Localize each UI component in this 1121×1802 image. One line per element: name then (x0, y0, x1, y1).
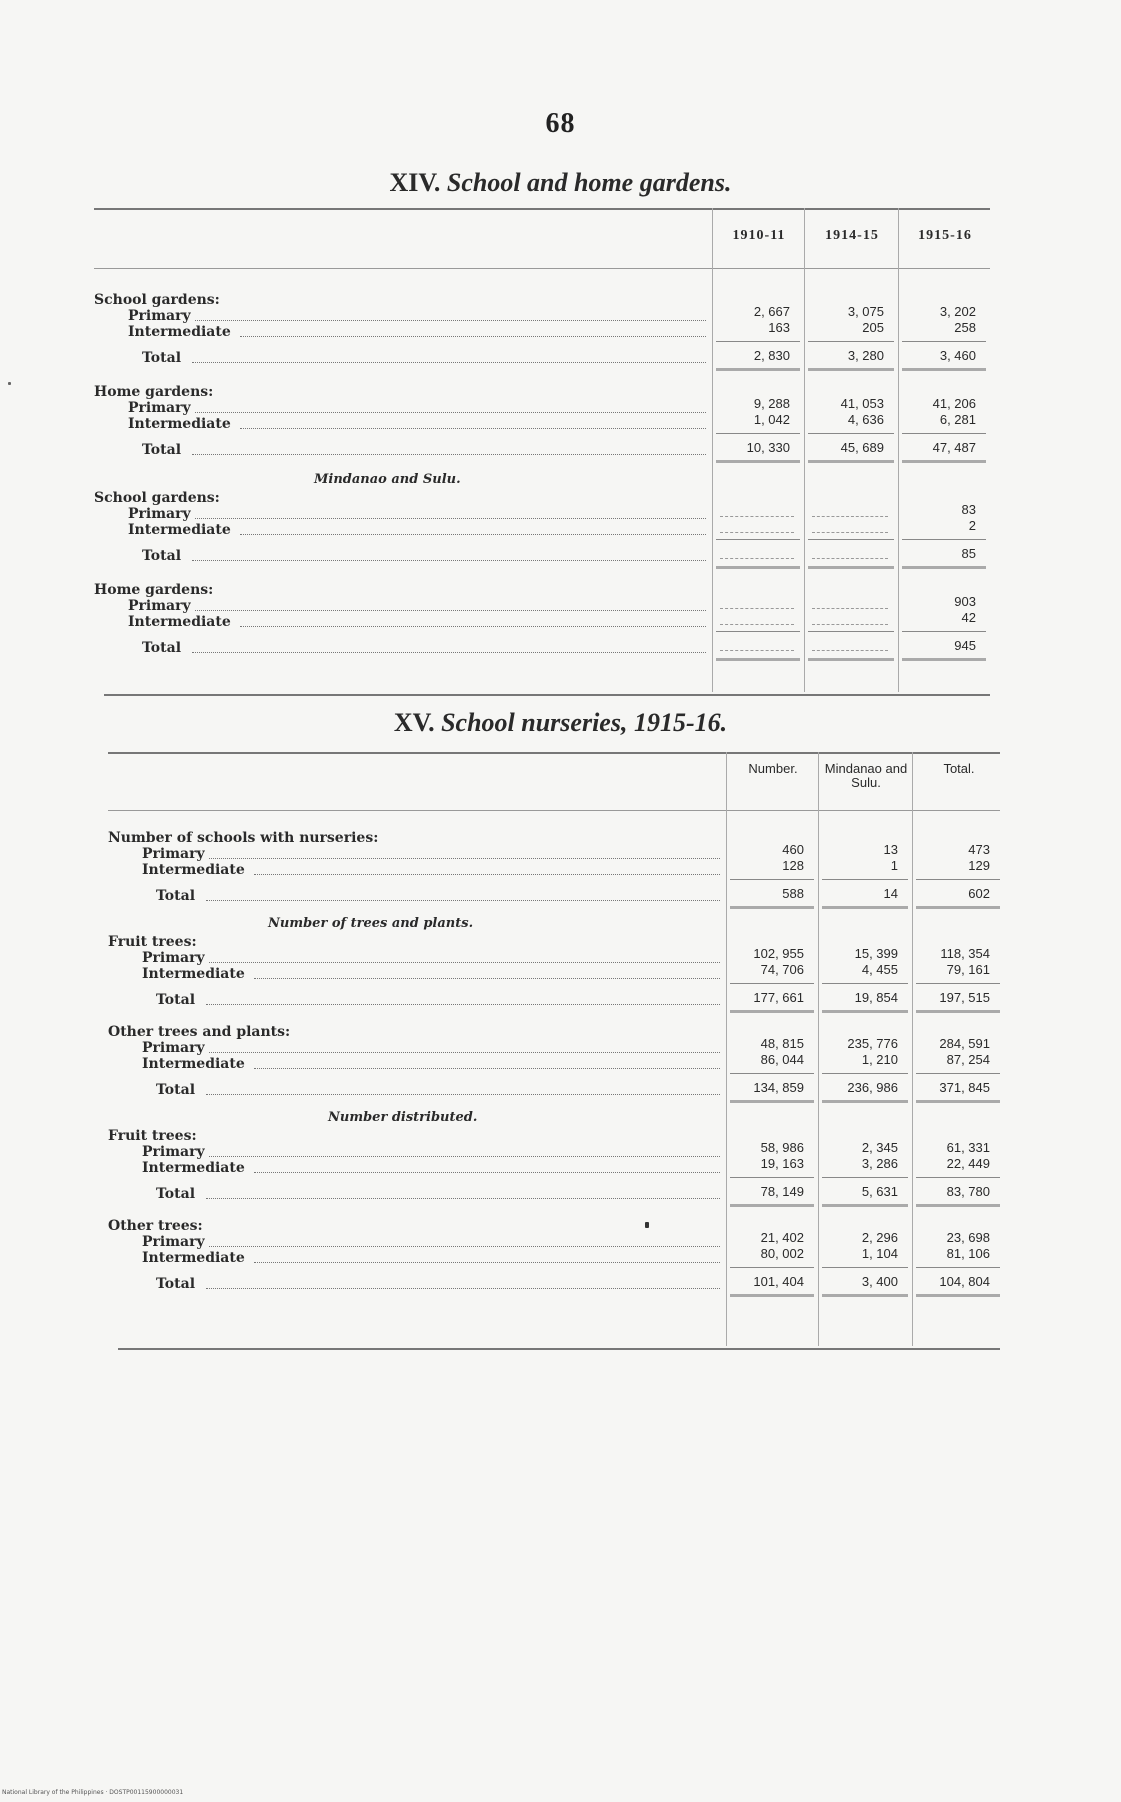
cell-value: 129 (968, 858, 990, 873)
subtotal-rule (822, 879, 908, 880)
column-header: Total. (943, 761, 975, 776)
cell-value: 9, 288 (753, 396, 790, 411)
column-header: Number. (748, 761, 798, 776)
section-rule (822, 1100, 908, 1103)
dot-leader (254, 1068, 720, 1069)
cell-value: 42 (961, 610, 976, 625)
cell-value: 58, 986 (760, 1140, 804, 1155)
section-rule (730, 906, 814, 909)
cell-value: 284, 591 (939, 1036, 990, 1051)
section-heading: School gardens: (94, 490, 220, 506)
total-value: 45, 689 (840, 440, 884, 455)
dot-leader (254, 1172, 720, 1173)
total-value: 945 (954, 638, 976, 653)
cell-value: 19, 163 (760, 1156, 804, 1171)
empty-cell (812, 624, 888, 625)
subtotal-rule (916, 879, 1000, 880)
cell-value: 3, 075 (847, 304, 884, 319)
cell-value: 41, 053 (840, 396, 884, 411)
row-label: Intermediate (128, 324, 231, 340)
cell-value: 128 (782, 858, 804, 873)
total-value: 78, 149 (760, 1184, 804, 1199)
cell-value: 41, 206 (932, 396, 976, 411)
row-label: Intermediate (128, 614, 231, 630)
cell-value: 81, 106 (946, 1246, 990, 1261)
row-label: Intermediate (142, 1056, 245, 1072)
dot-leader (240, 336, 706, 337)
section-rule (716, 658, 800, 661)
section-rule (808, 658, 894, 661)
dot-leader (206, 1198, 720, 1199)
empty-cell (720, 624, 794, 625)
total-label: Total (142, 640, 182, 656)
section-rule (716, 368, 800, 371)
section-heading: Home gardens: (94, 384, 214, 400)
total-value: 2, 830 (753, 348, 790, 363)
dot-leader (192, 454, 706, 455)
cell-value: 3, 202 (939, 304, 976, 319)
cell-value: 21, 402 (760, 1230, 804, 1245)
dot-leader (206, 1004, 720, 1005)
cell-value: 1, 210 (861, 1052, 898, 1067)
cell-value: 460 (782, 842, 804, 857)
cell-value: 2, 296 (861, 1230, 898, 1245)
subtotal-rule (916, 1073, 1000, 1074)
total-value: 10, 330 (746, 440, 790, 455)
empty-cell (812, 608, 888, 609)
header-top-rule (94, 208, 990, 210)
cell-value: 4, 636 (847, 412, 884, 427)
cell-value: 48, 815 (760, 1036, 804, 1051)
empty-cell (720, 516, 794, 517)
section-rule (730, 1204, 814, 1207)
empty-cell (812, 558, 888, 559)
row-label: Primary (142, 950, 205, 966)
cell-value: 80, 002 (760, 1246, 804, 1261)
row-label: Intermediate (142, 966, 245, 982)
cell-value: 74, 706 (760, 962, 804, 977)
cell-value: 235, 776 (847, 1036, 898, 1051)
total-value: 19, 854 (854, 990, 898, 1005)
empty-cell (720, 608, 794, 609)
header-bottom-rule (108, 810, 1000, 811)
total-value: 197, 515 (939, 990, 990, 1005)
dot-leader (195, 518, 706, 519)
column-header: 1914-15 (825, 228, 879, 243)
dot-leader (254, 874, 720, 875)
total-value: 83, 780 (946, 1184, 990, 1199)
total-value: 85 (961, 546, 976, 561)
table-14-title-text: School and home gardens. (446, 168, 732, 197)
section-rule (808, 566, 894, 569)
subtotal-rule (902, 341, 986, 342)
row-label: Primary (142, 1144, 205, 1160)
row-label: Intermediate (142, 1160, 245, 1176)
section-rule (902, 460, 986, 463)
total-value: 14 (883, 886, 898, 901)
dot-leader (209, 962, 720, 963)
subtotal-rule (822, 1267, 908, 1268)
ink-speck (8, 382, 11, 385)
table-subheading: Number of trees and plants. (268, 916, 474, 931)
subtotal-rule (808, 539, 894, 540)
column-divider (726, 752, 727, 1346)
cell-value: 23, 698 (946, 1230, 990, 1245)
subtotal-rule (716, 631, 800, 632)
subtotal-rule (808, 631, 894, 632)
row-label: Intermediate (142, 862, 245, 878)
row-label: Primary (128, 598, 191, 614)
empty-cell (812, 516, 888, 517)
row-label: Primary (142, 846, 205, 862)
section-rule (716, 460, 800, 463)
empty-cell (720, 650, 794, 651)
empty-cell (812, 532, 888, 533)
dot-leader (240, 534, 706, 535)
total-label: Total (156, 888, 196, 904)
empty-cell (720, 532, 794, 533)
total-value: 5, 631 (861, 1184, 898, 1199)
cell-value: 4, 455 (861, 962, 898, 977)
empty-cell (812, 650, 888, 651)
total-value: 236, 986 (847, 1080, 898, 1095)
cell-value: 205 (862, 320, 884, 335)
subtotal-rule (902, 631, 986, 632)
subtotal-rule (716, 341, 800, 342)
cell-value: 22, 449 (946, 1156, 990, 1171)
subtotal-rule (716, 433, 800, 434)
subtotal-rule (902, 539, 986, 540)
total-value: 101, 404 (753, 1274, 804, 1289)
cell-value: 61, 331 (946, 1140, 990, 1155)
table-bottom-rule (104, 694, 990, 696)
subtotal-rule (808, 433, 894, 434)
dot-leader (195, 412, 706, 413)
subtotal-rule (916, 1177, 1000, 1178)
total-label: Total (156, 1276, 196, 1292)
section-rule (730, 1100, 814, 1103)
section-rule (808, 460, 894, 463)
table-bottom-rule (118, 1348, 1000, 1350)
cell-value: 473 (968, 842, 990, 857)
dot-leader (192, 362, 706, 363)
total-value: 588 (782, 886, 804, 901)
table-14 (94, 208, 990, 696)
subtotal-rule (822, 983, 908, 984)
column-divider (712, 208, 713, 692)
subtotal-rule (716, 539, 800, 540)
section-rule (902, 368, 986, 371)
section-rule (822, 1204, 908, 1207)
footer-credit: National Library of the Philippines · DOSTP00115900000031 (2, 1789, 184, 1796)
total-label: Total (142, 350, 182, 366)
section-heading: Other trees and plants: (108, 1024, 291, 1040)
total-label: Total (156, 992, 196, 1008)
dot-leader (209, 858, 720, 859)
subtotal-rule (730, 1267, 814, 1268)
section-heading: Fruit trees: (108, 934, 197, 950)
section-rule (916, 1100, 1000, 1103)
total-value: 177, 661 (753, 990, 804, 1005)
section-rule (902, 658, 986, 661)
row-label: Primary (128, 400, 191, 416)
dot-leader (192, 652, 706, 653)
subtotal-rule (730, 1177, 814, 1178)
column-divider (804, 208, 805, 692)
dot-leader (240, 626, 706, 627)
section-rule (822, 1294, 908, 1297)
row-label: Primary (128, 308, 191, 324)
table-15-title (0, 708, 1121, 738)
section-rule (808, 368, 894, 371)
row-label: Primary (142, 1234, 205, 1250)
column-header: 1915-16 (918, 228, 972, 243)
cell-value: 1, 042 (753, 412, 790, 427)
page-number: 68 (545, 108, 576, 139)
subtotal-rule (916, 983, 1000, 984)
cell-value: 1, 104 (861, 1246, 898, 1261)
subtotal-rule (902, 433, 986, 434)
column-header: Mindanao and Sulu. (824, 761, 908, 790)
dot-leader (195, 610, 706, 611)
cell-value: 2, 667 (753, 304, 790, 319)
section-heading: Home gardens: (94, 582, 214, 598)
section-rule (916, 1010, 1000, 1013)
total-label: Total (156, 1082, 196, 1098)
dot-leader (206, 1094, 720, 1095)
section-heading: School gardens: (94, 292, 220, 308)
row-label: Primary (128, 506, 191, 522)
section-rule (822, 906, 908, 909)
cell-value: 15, 399 (854, 946, 898, 961)
row-label: Primary (142, 1040, 205, 1056)
row-label: Intermediate (128, 416, 231, 432)
column-divider (818, 752, 819, 1346)
cell-value: 118, 354 (940, 946, 990, 961)
section-rule (916, 906, 1000, 909)
total-value: 104, 804 (939, 1274, 990, 1289)
cell-value: 86, 044 (760, 1052, 804, 1067)
cell-value: 83 (961, 502, 976, 517)
total-value: 134, 859 (753, 1080, 804, 1095)
total-value: 3, 280 (847, 348, 884, 363)
section-rule (716, 566, 800, 569)
cell-value: 3, 286 (861, 1156, 898, 1171)
total-label: Total (156, 1186, 196, 1202)
dot-leader (206, 900, 720, 901)
total-label: Total (142, 548, 182, 564)
cell-value: 163 (768, 320, 790, 335)
table-14-roman: XIV. (389, 168, 441, 197)
section-rule (916, 1204, 1000, 1207)
cell-value: 2, 345 (861, 1140, 898, 1155)
dot-leader (206, 1288, 720, 1289)
section-rule (730, 1010, 814, 1013)
column-divider (912, 752, 913, 1346)
column-divider (898, 208, 899, 692)
section-heading: Other trees: (108, 1218, 203, 1234)
dot-leader (240, 428, 706, 429)
ink-speck (645, 1222, 649, 1228)
cell-value: 102, 955 (753, 946, 804, 961)
total-value: 3, 460 (939, 348, 976, 363)
total-value: 47, 487 (932, 440, 976, 455)
total-value: 3, 400 (861, 1274, 898, 1289)
table-15 (108, 752, 1000, 1350)
table-14-title (0, 168, 1121, 198)
total-value: 371, 845 (939, 1080, 990, 1095)
table-subheading: Mindanao and Sulu. (314, 472, 461, 487)
dot-leader (254, 978, 720, 979)
cell-value: 87, 254 (946, 1052, 990, 1067)
subtotal-rule (916, 1267, 1000, 1268)
subtotal-rule (822, 1177, 908, 1178)
total-value: 602 (968, 886, 990, 901)
row-label: Intermediate (128, 522, 231, 538)
section-rule (902, 566, 986, 569)
dot-leader (209, 1052, 720, 1053)
header-bottom-rule (94, 268, 990, 269)
cell-value: 258 (954, 320, 976, 335)
dot-leader (195, 320, 706, 321)
empty-cell (720, 558, 794, 559)
cell-value: 13 (883, 842, 898, 857)
cell-value: 79, 161 (946, 962, 990, 977)
section-rule (916, 1294, 1000, 1297)
subtotal-rule (808, 341, 894, 342)
subtotal-rule (730, 983, 814, 984)
section-rule (822, 1010, 908, 1013)
dot-leader (192, 560, 706, 561)
header-top-rule (108, 752, 1000, 754)
section-heading: Fruit trees: (108, 1128, 197, 1144)
column-header: 1910-11 (732, 228, 786, 243)
subtotal-rule (822, 1073, 908, 1074)
row-label: Intermediate (142, 1250, 245, 1266)
section-rule (730, 1294, 814, 1297)
cell-value: 2 (968, 518, 976, 533)
cell-value: 6, 281 (939, 412, 976, 427)
cell-value: 1 (890, 858, 898, 873)
total-label: Total (142, 442, 182, 458)
cell-value: 903 (954, 594, 976, 609)
dot-leader (209, 1156, 720, 1157)
section-heading: Number of schools with nurseries: (108, 830, 379, 846)
table-15-title-text: School nurseries, 1915-16. (441, 708, 728, 737)
table-subheading: Number distributed. (328, 1110, 478, 1125)
table-15-roman: XV. (393, 708, 435, 737)
dot-leader (254, 1262, 720, 1263)
subtotal-rule (730, 1073, 814, 1074)
dot-leader (209, 1246, 720, 1247)
subtotal-rule (730, 879, 814, 880)
